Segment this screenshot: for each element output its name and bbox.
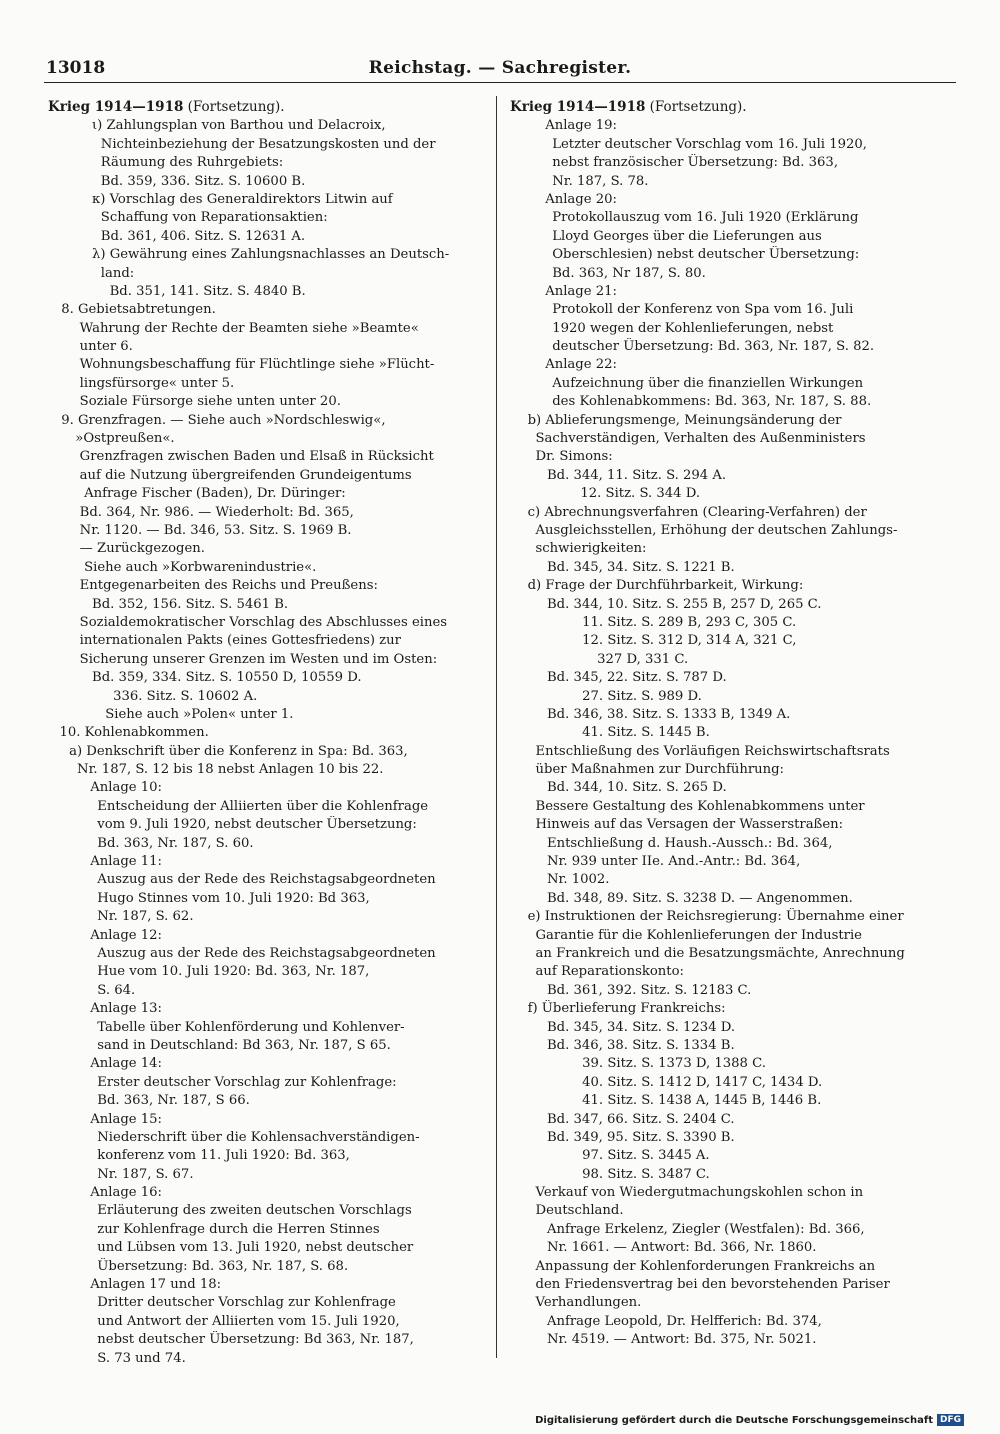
right-column-heading	[510, 98, 950, 116]
footer-credit: Digitalisierung gefördert durch die Deutsche Forschungsgemeinschaft	[535, 1414, 933, 1426]
index-line: d) Frage der Durchführbarkeit, Wirkung:	[527, 578, 804, 594]
index-line: schwierigkeiten:	[535, 541, 647, 557]
index-line: Bd. 345, 34. Sitz. S. 1221 B.	[546, 559, 735, 575]
index-line: Anlage 13:	[90, 1001, 162, 1017]
right-column	[510, 98, 950, 1350]
index-line: Entscheidung der Alliierten über die Kohlenfrage	[97, 798, 429, 814]
index-line: 39. Sitz. S. 1373 D, 1388 C.	[582, 1056, 766, 1072]
index-line: Lloyd Georges über die Lieferungen aus	[552, 228, 822, 244]
left-heading-rest: (Fortsetzung).	[183, 99, 285, 115]
index-line: Anlage 19:	[545, 118, 617, 134]
index-line: Nr. 1120. — Bd. 346, 53. Sitz. S. 1969 B.	[79, 523, 352, 538]
index-line: Tabelle über Kohlenförderung und Kohlenver-	[97, 1019, 405, 1035]
index-line: 336. Sitz. S. 10602 A.	[113, 688, 258, 704]
index-line: Entschließung des Vorläufigen Reichswirtschaftsrats	[535, 743, 890, 759]
index-line: Hue vom 10. Juli 1920: Bd. 363, Nr. 187,	[97, 964, 370, 980]
index-line: und Lübsen vom 13. Juli 1920, nebst deutscher	[97, 1240, 414, 1256]
footer	[535, 1414, 964, 1426]
index-line: Bd. 345, 22. Sitz. S. 787 D.	[546, 670, 727, 686]
index-line: Sicherung unserer Grenzen im Westen und im Osten:	[79, 651, 438, 667]
right-column-entries	[510, 117, 950, 1349]
index-line: 9. Grenzfragen. — Siehe auch »Nordschleswig«,	[61, 412, 386, 428]
index-line: internationalen Pakts (eines Gottesfriedens) zur	[79, 633, 401, 649]
index-line: Bd. 351, 141. Sitz. S. 4840 B.	[109, 283, 306, 299]
index-line: Protokoll der Konferenz von Spa vom 16. Juli	[552, 302, 854, 318]
index-line: — Zurückgezogen.	[79, 541, 205, 557]
index-line: 41. Sitz. S. 1438 A, 1445 B, 1446 B.	[582, 1093, 822, 1109]
index-line: a) Denkschrift über die Konferenz in Spa: Bd. 363,	[69, 743, 408, 759]
index-line: 12. Sitz. S. 344 D.	[580, 486, 701, 502]
index-line: Bd. 359, 336. Sitz. S. 10600 B.	[100, 173, 306, 189]
index-line: unter 6.	[79, 339, 133, 355]
index-line: c) Abrechnungsverfahren (Clearing-Verfahren) der	[527, 504, 867, 520]
index-line: Siehe auch »Korbwarenindustrie«.	[84, 559, 317, 575]
index-line: 97. Sitz. S. 3445 A.	[582, 1148, 710, 1164]
running-title: Reichstag. — Sachregister.	[368, 58, 632, 78]
index-line: Anlage 16:	[90, 1185, 162, 1201]
index-line: Bd. 348, 89. Sitz. S. 3238 D. — Angenommen.	[546, 890, 853, 906]
index-line: land:	[100, 265, 135, 281]
index-line: Sozialdemokratischer Vorschlag des Abschlusses eines	[79, 614, 448, 630]
index-line: »Ostpreußen«.	[75, 431, 175, 447]
index-line: Erster deutscher Vorschlag zur Kohlenfrage:	[97, 1074, 397, 1090]
page-number: 13018	[46, 58, 106, 78]
index-line: Verhandlungen.	[535, 1295, 642, 1311]
index-line: Bd. 361, 406. Sitz. S. 12631 A.	[100, 228, 306, 244]
index-line: Wohnungsbeschaffung für Flüchtlinge siehe »Flücht-	[79, 357, 435, 373]
index-line: über Maßnahmen zur Durchführung:	[535, 762, 784, 778]
index-line: Deutschland.	[535, 1203, 624, 1219]
index-line: Bd. 345, 34. Sitz. S. 1234 D.	[546, 1019, 736, 1035]
index-line: deutscher Übersetzung: Bd. 363, Nr. 187, S. 82.	[552, 339, 875, 355]
left-column-heading	[48, 98, 488, 116]
index-line: 98. Sitz. S. 3487 C.	[582, 1166, 710, 1182]
index-line: Entgegenarbeiten des Reichs und Preußens:	[79, 578, 378, 594]
index-line: Bd. 344, 10. Sitz. S. 255 B, 257 D, 265 C.	[546, 596, 822, 612]
index-line: Bd. 361, 392. Sitz. S. 12183 C.	[546, 982, 752, 998]
index-line: 8. Gebietsabtretungen.	[61, 302, 216, 318]
index-line: Garantie für die Kohlenlieferungen der Industrie	[535, 927, 862, 943]
index-line: Übersetzung: Bd. 363, Nr. 187, S. 68.	[97, 1258, 349, 1274]
index-line: Anfrage Leopold, Dr. Helfferich: Bd. 374,	[546, 1313, 822, 1329]
index-line: Protokollauszug vom 16. Juli 1920 (Erklärung	[552, 210, 859, 226]
header-rule	[44, 82, 956, 83]
index-line: Anlagen 17 und 18:	[90, 1277, 222, 1293]
index-line: konferenz vom 11. Juli 1920: Bd. 363,	[97, 1148, 350, 1164]
index-line: den Friedensvertrag bei den bevorstehenden Pariser	[535, 1277, 890, 1293]
index-line: und Antwort der Alliierten vom 15. Juli 1920,	[97, 1313, 400, 1329]
index-line: S. 73 und 74.	[97, 1350, 186, 1366]
index-line: Bd. 364, Nr. 986. — Wiederholt: Bd. 365,	[79, 504, 354, 520]
index-line: Bd. 347, 66. Sitz. S. 2404 C.	[546, 1111, 735, 1127]
index-line: 11. Sitz. S. 289 B, 293 C, 305 C.	[582, 614, 797, 630]
index-line: Ausgleichsstellen, Erhöhung der deutschen Zahlungs-	[535, 523, 898, 538]
index-line: vom 9. Juli 1920, nebst deutscher Übersetzung:	[97, 817, 417, 833]
index-line: 327 D, 331 C.	[597, 651, 689, 667]
index-line: 27. Sitz. S. 989 D.	[582, 688, 702, 704]
index-line: Auszug aus der Rede des Reichstagsabgeordneten	[97, 872, 436, 888]
index-line: 12. Sitz. S. 312 D, 314 A, 321 C,	[582, 633, 797, 649]
index-line: Bd. 352, 156. Sitz. S. 5461 B.	[92, 596, 289, 612]
index-line: Siehe auch »Polen« unter 1.	[105, 706, 294, 722]
index-line: des Kohlenabkommens: Bd. 363, Nr. 187, S. 88.	[552, 394, 872, 410]
index-line: nebst deutscher Übersetzung: Bd 363, Nr. 187,	[97, 1332, 414, 1348]
index-line: Nr. 939 unter IIe. And.-Antr.: Bd. 364,	[546, 854, 801, 870]
index-line: Auszug aus der Rede des Reichstagsabgeordneten	[97, 945, 436, 961]
index-line: Anlage 15:	[90, 1111, 162, 1127]
index-line: Bd. 346, 38. Sitz. S. 1334 B.	[546, 1037, 735, 1053]
index-line: Erläuterung des zweiten deutschen Vorschlags	[97, 1203, 412, 1219]
index-line: 40. Sitz. S. 1412 D, 1417 C, 1434 D.	[582, 1074, 823, 1090]
index-line: Verkauf von Wiedergutmachungskohlen schon in	[535, 1185, 864, 1201]
index-line: an Frankreich und die Besatzungsmächte, Anrechnung	[535, 945, 905, 961]
right-heading-rest: (Fortsetzung).	[645, 99, 747, 115]
index-line: Nr. 187, S. 78.	[552, 173, 649, 189]
index-line: Bd. 344, 11. Sitz. S. 294 A.	[546, 467, 727, 483]
index-line: Oberschlesien) nebst deutscher Übersetzung:	[552, 247, 860, 263]
column-divider	[496, 96, 497, 1358]
dfg-logo: DFG	[937, 1414, 964, 1426]
index-line: κ) Vorschlag des Generaldirektors Litwin auf	[92, 191, 393, 207]
index-line: Anlage 14:	[90, 1056, 162, 1072]
index-line: Aufzeichnung über die finanziellen Wirkungen	[552, 375, 864, 391]
index-line: Anlage 22:	[545, 357, 617, 373]
index-line: Anlage 20:	[545, 191, 617, 207]
index-line: 10. Kohlenabkommen.	[59, 725, 209, 741]
index-line: e) Instruktionen der Reichsregierung: Übernahme einer	[527, 909, 904, 925]
index-line: Hinweis auf das Versagen der Wasserstraßen:	[535, 817, 844, 833]
index-line: Nr. 1661. — Antwort: Bd. 366, Nr. 1860.	[546, 1240, 817, 1256]
left-column-entries	[48, 117, 488, 1368]
index-line: S. 64.	[97, 982, 136, 998]
index-line: nebst französischer Übersetzung: Bd. 363,	[552, 155, 839, 171]
index-line: f) Überlieferung Frankreichs:	[527, 1001, 726, 1017]
index-line: Bessere Gestaltung des Kohlenabkommens unter	[535, 798, 865, 814]
index-line: Anlage 12:	[90, 927, 162, 943]
index-line: auf Reparationskonto:	[535, 964, 684, 980]
index-line: Niederschrift über die Kohlensachverständigen-	[97, 1129, 420, 1145]
index-line: Anlage 10:	[90, 780, 162, 796]
index-line: Nr. 1002.	[546, 872, 610, 888]
index-line: Bd. 359, 334. Sitz. S. 10550 D, 10559 D.	[92, 670, 362, 686]
index-line: Schaffung von Reparationsaktien:	[100, 210, 328, 226]
index-line: ι) Zahlungsplan von Barthou und Delacroix,	[92, 118, 386, 134]
index-line: Dritter deutscher Vorschlag zur Kohlenfrage	[97, 1295, 396, 1311]
index-line: Dr. Simons:	[535, 449, 613, 465]
index-line: Nr. 187, S. 12 bis 18 nebst Anlagen 10 bis 22.	[77, 762, 384, 778]
index-line: Nr. 187, S. 67.	[97, 1166, 194, 1182]
index-line: b) Ablieferungsmenge, Meinungsänderung der	[527, 412, 842, 428]
index-line: Räumung des Ruhrgebiets:	[100, 155, 284, 171]
index-line: Bd. 349, 95. Sitz. S. 3390 B.	[546, 1129, 735, 1145]
index-line: Anpassung der Kohlenforderungen Frankreichs an	[535, 1258, 876, 1274]
index-line: Wahrung der Rechte der Beamten siehe »Beamte«	[79, 320, 419, 336]
index-line: Anfrage Fischer (Baden), Dr. Düringer:	[84, 486, 346, 502]
index-line: Bd. 363, Nr. 187, S. 60.	[97, 835, 254, 851]
index-line: Grenzfragen zwischen Baden und Elsaß in Rücksicht	[79, 449, 434, 465]
index-line: lingsfürsorge« unter 5.	[79, 375, 235, 391]
right-heading-bold: Krieg 1914—1918	[510, 99, 646, 115]
index-line: λ) Gewährung eines Zahlungsnachlasses an Deutsch-	[92, 247, 450, 263]
index-line: Nichteinbeziehung der Besatzungskosten und der	[100, 136, 436, 152]
index-line: Bd. 346, 38. Sitz. S. 1333 B, 1349 A.	[546, 706, 791, 722]
index-line: Letzter deutscher Vorschlag vom 16. Juli 1920,	[552, 136, 867, 152]
index-line: sand in Deutschland: Bd 363, Nr. 187, S 65.	[97, 1037, 391, 1053]
index-line: Anfrage Erkelenz, Ziegler (Westfalen): Bd. 366,	[546, 1221, 865, 1237]
index-line: Entschließung d. Haush.-Aussch.: Bd. 364,	[546, 835, 833, 851]
left-heading-bold: Krieg 1914—1918	[48, 99, 184, 115]
index-line: 1920 wegen der Kohlenlieferungen, nebst	[552, 320, 834, 336]
index-line: Bd. 363, Nr 187, S. 80.	[552, 265, 706, 281]
index-line: 41. Sitz. S. 1445 B.	[582, 725, 710, 741]
index-line: zur Kohlenfrage durch die Herren Stinnes	[97, 1221, 380, 1237]
index-line: Soziale Fürsorge siehe unten unter 20.	[79, 394, 341, 410]
index-line: Anlage 11:	[90, 854, 162, 870]
index-line: auf die Nutzung übergreifenden Grundeigentums	[79, 467, 412, 483]
index-line: Sachverständigen, Verhalten des Außenministers	[535, 431, 866, 447]
left-column	[48, 98, 488, 1368]
index-line: Bd. 344, 10. Sitz. S. 265 D.	[546, 780, 727, 796]
index-line: Nr. 187, S. 62.	[97, 909, 194, 925]
index-line: Nr. 4519. — Antwort: Bd. 375, Nr. 5021.	[546, 1332, 817, 1348]
index-line: Hugo Stinnes vom 10. Juli 1920: Bd 363,	[97, 890, 370, 906]
index-line: Bd. 363, Nr. 187, S 66.	[97, 1093, 250, 1109]
index-line: Anlage 21:	[545, 283, 617, 299]
